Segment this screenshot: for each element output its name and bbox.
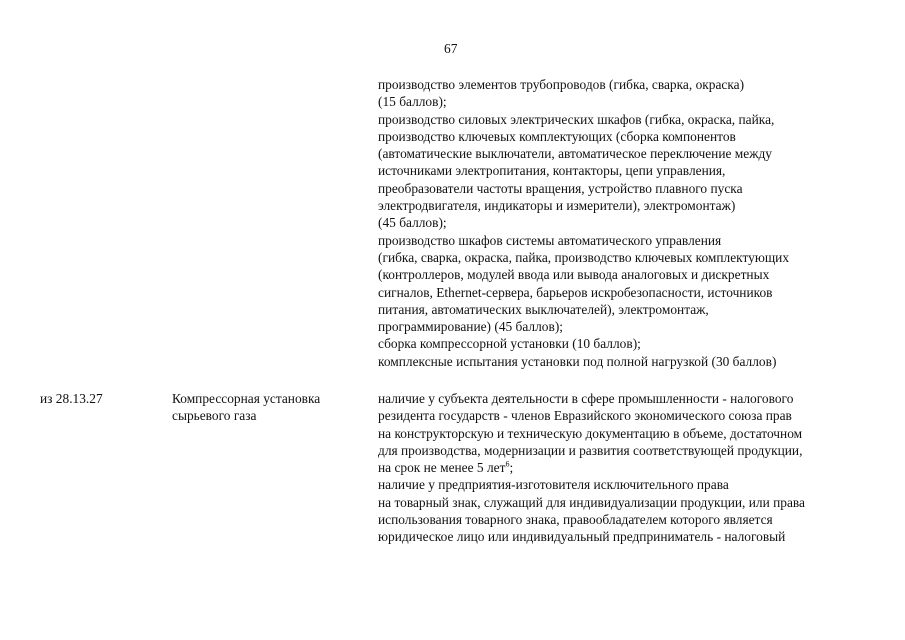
product-name — [172, 390, 320, 425]
requirement-line: юридическое лицо или индивидуальный предприниматель - налоговый — [378, 529, 786, 545]
requirement-punctuation: ; — [509, 460, 514, 476]
requirements-continued — [378, 76, 878, 370]
product-name-line: Компрессорная установка — [172, 391, 321, 406]
requirement-line: электродвигателя, индикаторы и измерители), электромонтаж) — [378, 198, 736, 214]
product-name-line: сырьевого газа — [172, 408, 257, 424]
requirement-line: производство элементов трубопроводов (гибка, сварка, окраска) — [378, 77, 745, 92]
requirement-line: программирование) (45 баллов); — [378, 319, 563, 335]
requirement-line: источниками электропитания, контакторы, цепи управления, — [378, 163, 726, 179]
requirement-line: (45 баллов); — [378, 215, 447, 231]
requirement-line: наличие у субъекта деятельности в сфере промышленности - налогового — [378, 391, 794, 406]
requirement-line: для производства, модернизации и развития соответствующей продукции, — [378, 442, 803, 458]
requirement-line: (автоматические выключатели, автоматическое переключение между — [378, 146, 772, 162]
requirement-line: преобразователи частоты вращения, устройство плавного пуска — [378, 180, 743, 196]
requirement-line: питания, автоматических выключателей), электромонтаж, — [378, 301, 709, 317]
requirement-line-with-footnote — [378, 459, 878, 476]
requirement-line: производство силовых электрических шкафов (гибка, окраска, пайка, — [378, 111, 775, 127]
requirement-line: производство шкафов системы автоматического управления — [378, 232, 722, 248]
requirement-text: на срок не менее 5 лет — [378, 460, 506, 476]
requirement-line: (контроллеров, модулей ввода или вывода аналоговых и дискретных — [378, 267, 770, 283]
requirement-line: (15 баллов); — [378, 94, 447, 110]
product-code: из 28.13.27 — [40, 391, 103, 406]
requirement-line: (гибка, сварка, окраска, пайка, производство ключевых комплектующих — [378, 249, 790, 265]
requirement-line: на товарный знак, служащий для индивидуализации продукции, или права — [378, 494, 805, 510]
product-requirements — [378, 390, 878, 546]
page-number: 67 — [444, 41, 458, 56]
requirement-line: наличие у предприятия-изготовителя исключительного права — [378, 477, 729, 493]
requirement-line: на конструкторскую и техническую документацию в объеме, достаточном — [378, 425, 803, 441]
requirement-line: сборка компрессорной установки (10 баллов); — [378, 336, 641, 352]
requirement-line: использования товарного знака, правообладателем которого является — [378, 512, 773, 528]
requirement-line: сигналов, Ethernet-сервера, барьеров искробезопасности, источников — [378, 284, 773, 300]
requirement-line: производство ключевых комплектующих (сборка компонентов — [378, 128, 736, 144]
requirement-line: резидента государств - членов Евразийского экономического союза прав — [378, 408, 792, 424]
footnote-reference: 6 — [505, 459, 510, 469]
requirement-line: комплексные испытания установки под полной нагрузкой (30 баллов) — [378, 353, 777, 369]
